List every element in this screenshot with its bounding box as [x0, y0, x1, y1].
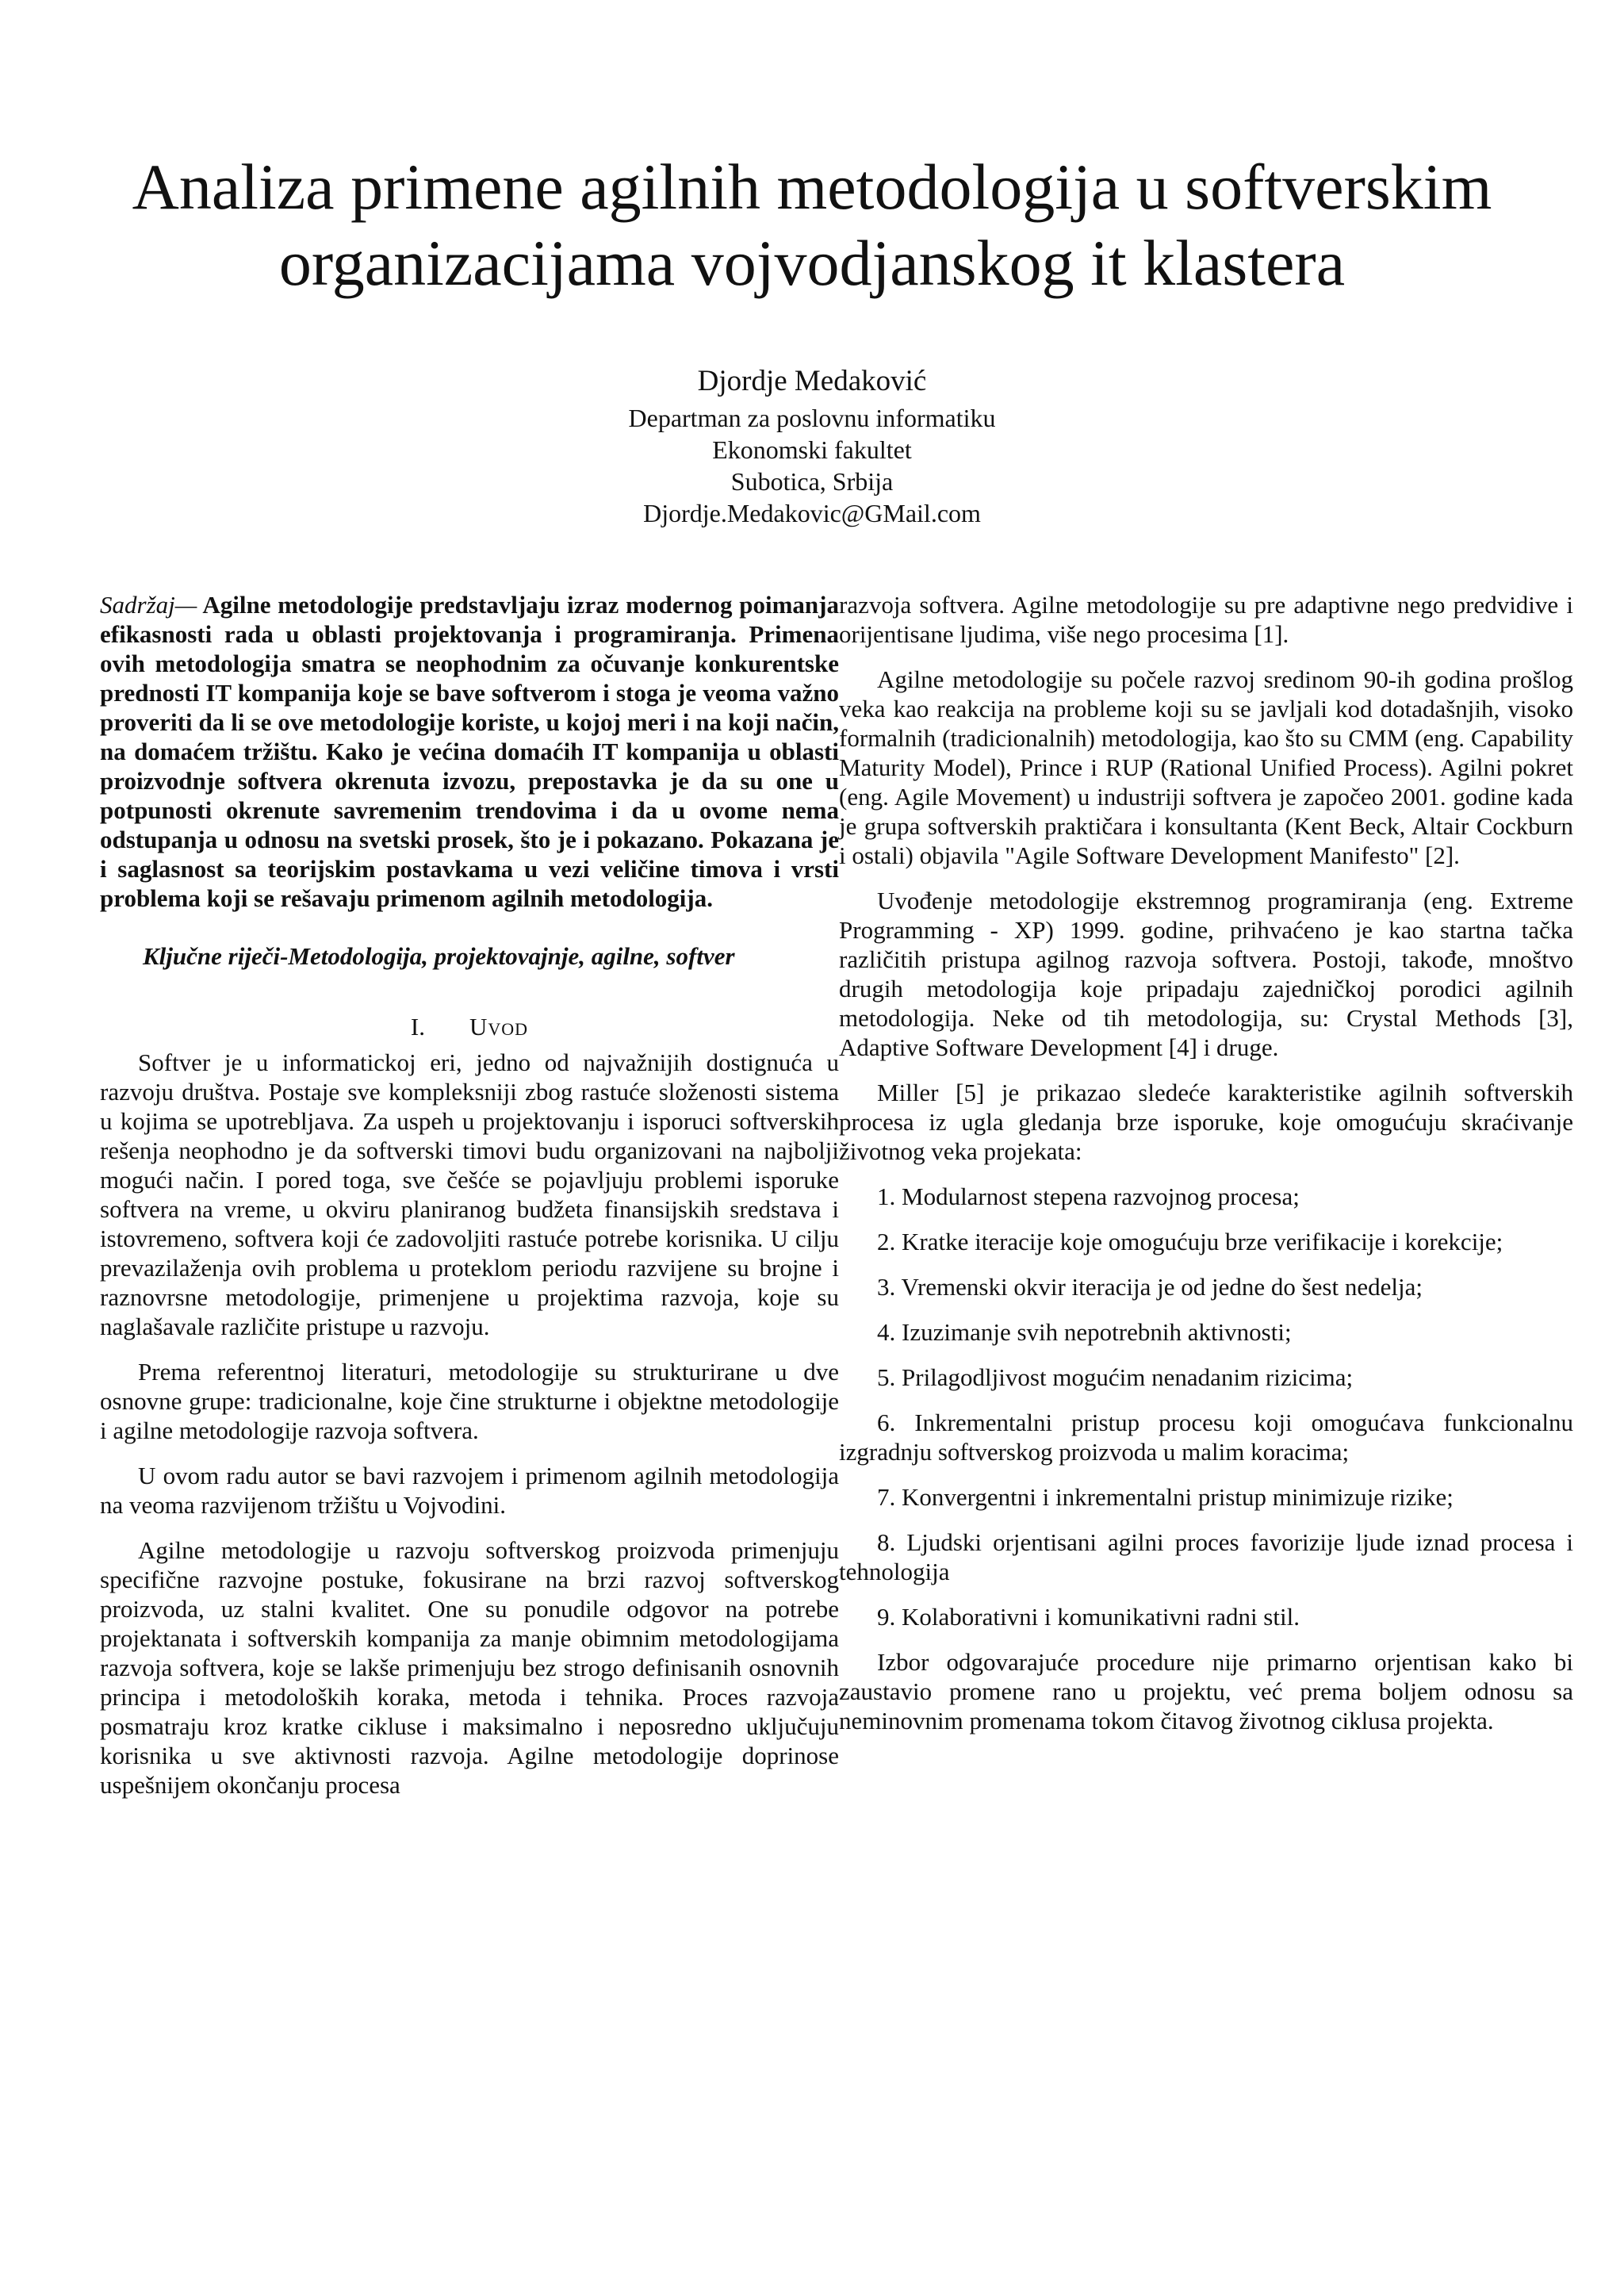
list-item: 1. Modularnost stepena razvojnog procesa; [877, 1182, 1300, 1210]
paragraph: Miller [5] je prikazao sledeće karakteristike agilnih softverskih procesa iz ugla gledanja brze isporuke, koje omogućuju skraćivanje životnog veka projekata: [839, 1079, 1573, 1165]
paragraph-continuation: razvoja softvera. Agilne metodologije su pre adaptivne nego predvidive i orijentisane ljudima, više nego procesima [1]. [839, 591, 1573, 648]
author-block [508, 361, 1116, 529]
section-heading [100, 1012, 839, 1041]
author-name: Djordje Medaković [697, 365, 927, 397]
abstract [100, 590, 839, 913]
section-number: I. [410, 1013, 425, 1041]
right-column [839, 590, 1573, 1751]
author-faculty: Ekonomski fakultet [712, 435, 912, 464]
paragraph: Agilne metodologije su počele razvoj sredinom 90-ih godina prošlog veka kao reakcija na probleme koji su se javljali kod dotadašnjih, visoko formalnih (tradicionalnih) metodologija, kao što su CMM (eng. Capability Maturity Model), Prince i RUP (Rational Unified Process). Agilni pokret (eng. Agile Movement) u industriji softvera je započeo 2001. godine kada je grupa softverskih praktičara i konsultanta (Kent Beck, Altair Cockburn i ostali) objavila "Agile Software Development Manifesto" [2]. [839, 665, 1573, 869]
list-item: 9. Kolaborativni i komunikativni radni stil. [877, 1603, 1300, 1631]
abstract-label: Sadržaj— [100, 591, 197, 619]
list-item: 4. Izuzimanje svih nepotrebnih aktivnosti; [877, 1318, 1292, 1346]
paragraph: Prema referentnoj literaturi, metodologije su strukturirane u dve osnovne grupe: tradicionalne, koje čine strukturne i objektne metodologije i agilne metodologije razvoja softvera. [100, 1358, 839, 1444]
list-item: 5. Prilagodljivost mogućim nenadanim rizicima; [877, 1363, 1354, 1391]
section-title: Uvod [469, 1013, 529, 1041]
list-item: 3. Vremenski okvir iteracija je od jedne do šest nedelja; [877, 1273, 1423, 1301]
author-email: Djordje.Medakovic@GMail.com [643, 499, 981, 527]
closing-paragraph: Izbor odgovarajuće procedure nije primarno orjentisan kako bi zaustavio promene rano u projektu, već prema boljem odnosu sa neminovnim promenama tokom čitavog životnog ciklusa projekta. [839, 1648, 1573, 1734]
paragraph: U ovom radu autor se bavi razvojem i primenom agilnih metodologija na veoma razvijenom tržištu u Vojvodini. [100, 1462, 839, 1519]
list-item: 6. Inkrementalni pristup procesu koji omogućava funkcionalnu izgradnju softverskog proizvoda u malim koracima; [839, 1409, 1573, 1466]
paper-title: Analiza primene agilnih metodologija u softverskim organizacijama vojvodjanskog it klastera [132, 151, 1492, 299]
paragraph: Softver je u informatickoj eri, jedno od najvažnijih dostignuća u razvoju društva. Postaje sve kompleksniji zbog rastuće složenosti sistema u kojima se upotrebljava. Za uspeh u projektovanju i isporuci softverskih rešenja neophodno je da softverski timovi budu organizovani na najbolji mogući način. I pored toga, sve češće se pojavljuju problemi isporuke softvera na vreme, u okviru planiranog budžeta finansijskih sredstava i istovremeno, softvera koji će zadovoljiti rastuće potrebe korisnika. U cilju prevazilaženja ovih problema u proteklom periodu razvijene su brojne i raznovrsne metodologije, primenjene u projektima razvoja, koje su naglašavale različite pristupe u razvoju. [100, 1048, 839, 1340]
paragraph: Uvođenje metodologije ekstremnog programiranja (eng. Extreme Programming - XP) 1999. godine, prihvaćeno je kao startna tačka različitih pristupa agilnog razvoja softvera. Postoji, takođe, mnoštvo drugih metodologija koje pripadaju zajedničkoj porodici agilnih metodologija. Neke od tih metodologija, su: Crystal Methods [3], Adaptive Software Development [4] i druge. [839, 887, 1573, 1061]
keywords: Ključne riječi-Metodologija, projektovajnje, agilne, softver [143, 942, 735, 970]
list-item: 8. Ljudski orjentisani agilni proces favorizije ljude iznad procesa i tehnologija [839, 1528, 1573, 1585]
author-department: Departman za poslovnu informatiku [628, 404, 996, 432]
abstract-text: Agilne metodologije predstavljaju izraz modernog poimanja efikasnosti rada u oblasti projektovanja i programiranja. Primena ovih metodologija smatra se neophodnim za očuvanje konkurentske prednosti IT kompanija koje se bave softverom i stoga je veoma važno proveriti da li se ove metodologije koriste, u kojoj meri i na koji način, na domaćem tržištu. Kako je većina domaćih IT kompanija u oblasti proizvodnje softvera okrenuta izvozu, prepostavka je da su one u potpunosti okrenute savremenim trendovima i da u ovome nema odstupanja u odnosu na svetski prosek, što je i pokazano. Pokazana je i saglasnost sa teorijskim postavkama u vezi veličine timova i vrsti problema koji se rešavaju primenom agilnih metodologija. [100, 591, 839, 912]
author-location: Subotica, Srbija [730, 467, 894, 496]
left-column [100, 590, 839, 1815]
list-item: 7. Konvergentni i inkrementalni pristup minimizuje rizike; [877, 1483, 1454, 1511]
list-item: 2. Kratke iteracije koje omogućuju brze verifikacije i korekcije; [877, 1228, 1503, 1255]
paragraph: Agilne metodologije u razvoju softverskog proizvoda primenjuju specifične razvojne postuke, fokusirane na brzi razvoj softverskog proizvoda, uz stalni kvalitet. One su ponudile odgovor na potrebe projektanata i softverskih kompanija za manje obimnim metodologijama razvoja softvera, koje se lakše primenjuju bez strogo definisanih osnovnih principa i metodoloških koraka, metoda i tehnika. Proces razvoja posmatraju kroz kratke cikluse i maksimalno i neposredno uključuju korisnika u sve aktivnosti razvoja. Agilne metodologije doprinose uspešnijem okončanju procesa [100, 1536, 839, 1799]
